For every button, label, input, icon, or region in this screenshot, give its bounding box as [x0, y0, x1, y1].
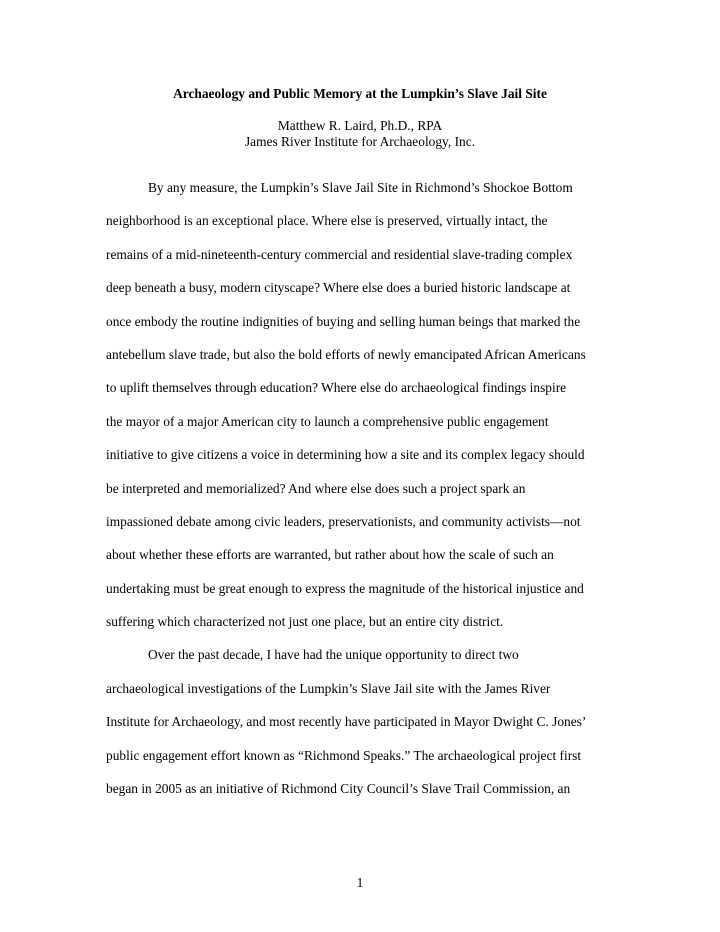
text-line: impassioned debate among civic leaders, preservationists, and community activists—not [106, 513, 581, 529]
text-line: archaeological investigations of the Lumpkin’s Slave Jail site with the James River [106, 680, 551, 696]
text-line: initiative to give citizens a voice in determining how a site and its complex legacy should [106, 447, 585, 463]
text-line: Institute for Archaeology, and most recently have participated in Mayor Dwight C. Jones’ [106, 714, 587, 730]
text-line: about whether these efforts are warranted, but rather about how the scale of such an [106, 547, 554, 563]
text-line: undertaking must be great enough to express the magnitude of the historical injustice and [106, 580, 584, 596]
text-line: neighborhood is an exceptional place. Where else is preserved, virtually intact, the [106, 213, 548, 229]
text-line: public engagement effort known as “Richmond Speaks.” The archaeological project first [106, 747, 582, 763]
page-number: 1 [356, 875, 364, 890]
text-line: Over the past decade, I have had the unique opportunity to direct two [148, 647, 519, 663]
author-affiliation: James River Institute for Archaeology, Inc. [244, 134, 476, 149]
text-line: be interpreted and memorialized? And where else does such a project spark an [106, 480, 526, 496]
text-line: began in 2005 as an initiative of Richmond City Council’s Slave Trail Commission, an [106, 781, 571, 797]
text-line: to uplift themselves through education? Where else do archaeological findings inspire [106, 380, 567, 396]
text-line: By any measure, the Lumpkin’s Slave Jail Site in Richmond’s Shockoe Bottom [148, 180, 573, 195]
document-title: Archaeology and Public Memory at the Lumpkin’s Slave Jail Site [173, 86, 547, 101]
text-line: the mayor of a major American city to launch a comprehensive public engagement [106, 413, 549, 429]
text-line: antebellum slave trade, but also the bold efforts of newly emancipated African Americans [106, 346, 586, 362]
author-name: Matthew R. Laird, Ph.D., RPA [277, 118, 443, 133]
author-block [0, 118, 720, 150]
text-line: deep beneath a busy, modern cityscape? Where else does a buried historic landscape at [106, 280, 571, 296]
text-line: suffering which characterized not just one place, but an entire city district. [106, 614, 504, 630]
text-line: remains of a mid-nineteenth-century commercial and residential slave-trading complex [106, 246, 573, 262]
body-text [106, 180, 626, 814]
text-line: once embody the routine indignities of buying and selling human beings that marked the [106, 313, 581, 329]
